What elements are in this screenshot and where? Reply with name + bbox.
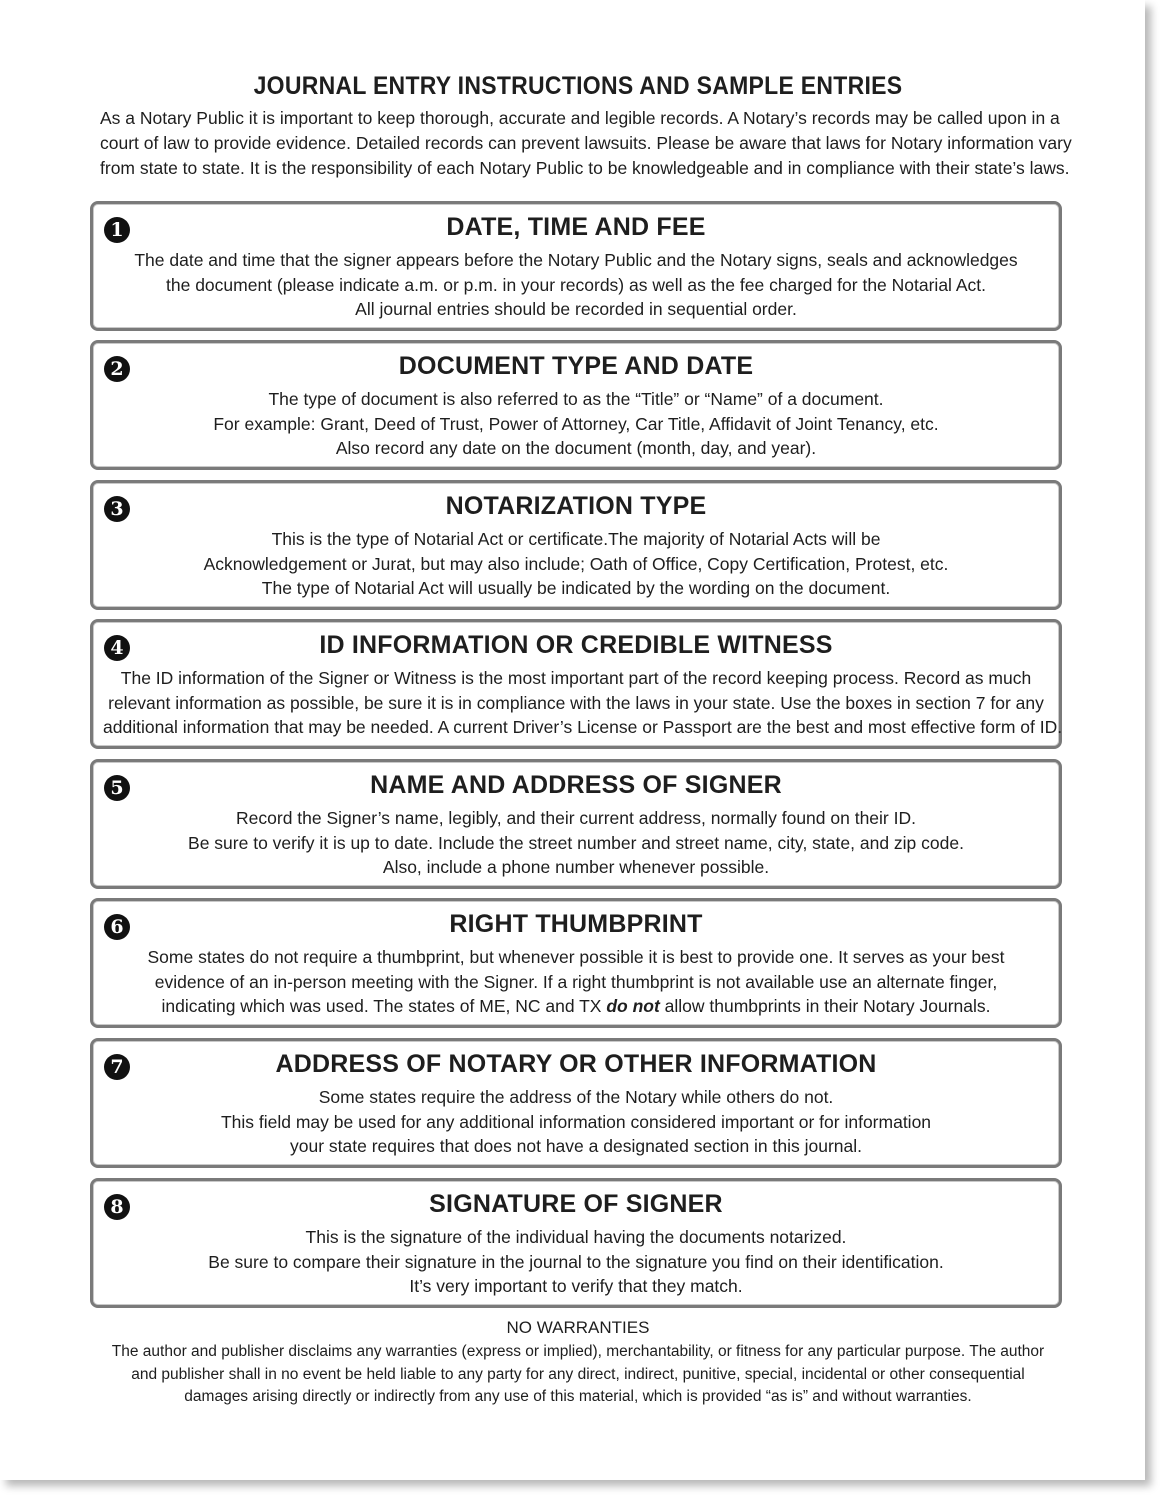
intro-paragraph bbox=[100, 106, 1072, 181]
warranties-line: and publisher shall in no event be held liable to any party for any direct, indirect, punitive, special, incidental or other consequential bbox=[131, 1365, 1025, 1383]
warranties-line: damages arising directly or indirectly from any use of this material, which is provided “as is” and without warranties. bbox=[184, 1388, 972, 1405]
section-line: This is the type of Notarial Act or certificate.The majority of Notarial Acts will be bbox=[271, 529, 881, 549]
section-line: This field may be used for any additional information considered important or for information bbox=[220, 1111, 932, 1132]
section-description bbox=[103, 945, 1049, 1019]
section-signature-signer bbox=[90, 1178, 1062, 1308]
section-title: DOCUMENT TYPE AND DATE bbox=[398, 352, 754, 380]
section-line: The type of Notarial Act will usually be indicated by the wording on the document. bbox=[261, 578, 891, 598]
section-right-thumbprint bbox=[90, 898, 1062, 1028]
section-line: It’s very important to verify that they match. bbox=[409, 1276, 743, 1296]
section-description bbox=[103, 666, 1063, 740]
section-line: evidence of an in-person meeting with the Signer. If a right thumbprint is not available use an alternate finger, bbox=[154, 971, 998, 992]
section-title: NOTARIZATION TYPE bbox=[445, 492, 707, 520]
section-line: The ID information of the Signer or Witness is the most important part of the record keeping process. Record as much bbox=[120, 668, 1032, 688]
section-line: Some states do not require a thumbprint, but whenever possible it is best to provide one. It serves as your best bbox=[147, 947, 1005, 967]
section-line: Also, include a phone number whenever possible. bbox=[382, 857, 770, 877]
section-line: Some states require the address of the Notary while others do not. bbox=[318, 1087, 834, 1107]
section-description bbox=[103, 806, 1049, 880]
section-description bbox=[103, 248, 1049, 322]
section-line: The date and time that the signer appears before the Notary Public and the Notary signs, seals and acknowledges bbox=[134, 250, 1018, 270]
emphasis-suffix: allow thumbprints in their Notary Journals. bbox=[659, 996, 991, 1016]
section-number-badge: 4 bbox=[104, 635, 130, 661]
section-title: ID INFORMATION OR CREDIBLE WITNESS bbox=[319, 631, 833, 659]
section-line-with-emphasis bbox=[103, 994, 1049, 1019]
section-title: NAME AND ADDRESS OF SIGNER bbox=[370, 771, 782, 799]
section-line: Record the Signer’s name, legibly, and their current address, normally found on their ID. bbox=[236, 808, 916, 828]
section-description bbox=[103, 527, 1049, 601]
section-title: RIGHT THUMBPRINT bbox=[449, 910, 703, 938]
section-line: All journal entries should be recorded in sequential order. bbox=[355, 299, 797, 319]
section-line: additional information that may be needed. A current Driver’s License or Passport are the best and most effective form of ID. bbox=[103, 717, 1063, 737]
intro-line: from state to state. It is the responsibility of each Notary Public to be knowledgeable and in compliance with their state’s laws. bbox=[100, 158, 1070, 178]
section-description bbox=[103, 1225, 1049, 1299]
intro-line: As a Notary Public it is important to keep thorough, accurate and legible records. A Notary’s records may be called upon in a bbox=[100, 108, 1060, 128]
section-number-badge: 2 bbox=[104, 356, 130, 382]
section-name-address-signer bbox=[90, 759, 1062, 889]
section-description bbox=[103, 1085, 1049, 1159]
section-document-type-date bbox=[90, 340, 1062, 470]
section-title: DATE, TIME AND FEE bbox=[446, 213, 706, 241]
section-number-badge: 6 bbox=[104, 914, 130, 940]
section-description bbox=[103, 387, 1049, 461]
warranties-line: The author and publisher disclaims any warranties (express or implied), merchantability, or fitness for any particular purpose. The author bbox=[111, 1343, 1045, 1360]
warranties-title: NO WARRANTIES bbox=[506, 1318, 650, 1337]
section-line: the document (please indicate a.m. or p.m. in your records) as well as the fee charged for the Notarial Act. bbox=[166, 274, 986, 295]
emphasis-do-not: do not bbox=[606, 996, 660, 1016]
section-line: Be sure to compare their signature in the journal to the signature you find on their identification. bbox=[208, 1251, 944, 1272]
section-line: For example: Grant, Deed of Trust, Power of Attorney, Car Title, Affidavit of Joint Tenancy, etc. bbox=[213, 413, 939, 434]
section-id-information bbox=[90, 619, 1062, 749]
section-date-time-fee bbox=[90, 201, 1062, 331]
section-line: Also record any date on the document (month, day, and year). bbox=[335, 438, 817, 458]
intro-line: court of law to provide evidence. Detailed records can prevent lawsuits. Please be aware that laws for Notary information vary bbox=[100, 133, 1072, 153]
section-line: your state requires that does not have a designated section in this journal. bbox=[289, 1136, 863, 1156]
section-address-notary-other bbox=[90, 1038, 1062, 1168]
section-number-badge: 3 bbox=[104, 496, 130, 522]
section-line: Be sure to verify it is up to date. Include the street number and street name, city, state, and zip code. bbox=[188, 832, 964, 853]
section-number-badge: 1 bbox=[104, 217, 130, 243]
section-line: The type of document is also referred to as the “Title” or “Name” of a document. bbox=[268, 389, 884, 409]
section-title: SIGNATURE OF SIGNER bbox=[429, 1190, 723, 1218]
section-line: Acknowledgement or Jurat, but may also include; Oath of Office, Copy Certification, Protest, etc. bbox=[203, 553, 949, 574]
page-title: JOURNAL ENTRY INSTRUCTIONS AND SAMPLE ENTRIES bbox=[253, 72, 903, 100]
section-number-badge: 5 bbox=[104, 775, 130, 801]
section-line: relevant information as possible, be sure it is in compliance with the laws in your state. Use the boxes in section 7 for any bbox=[108, 692, 1044, 713]
emphasis-prefix: indicating which was used. The states of ME, NC and TX bbox=[161, 996, 607, 1016]
warranties-text bbox=[100, 1341, 1056, 1409]
section-line: This is the signature of the individual having the documents notarized. bbox=[305, 1227, 847, 1247]
section-number-badge: 8 bbox=[104, 1194, 130, 1220]
section-title: ADDRESS OF NOTARY OR OTHER INFORMATION bbox=[275, 1050, 877, 1078]
section-number-badge: 7 bbox=[104, 1054, 130, 1080]
section-notarization-type bbox=[90, 480, 1062, 610]
